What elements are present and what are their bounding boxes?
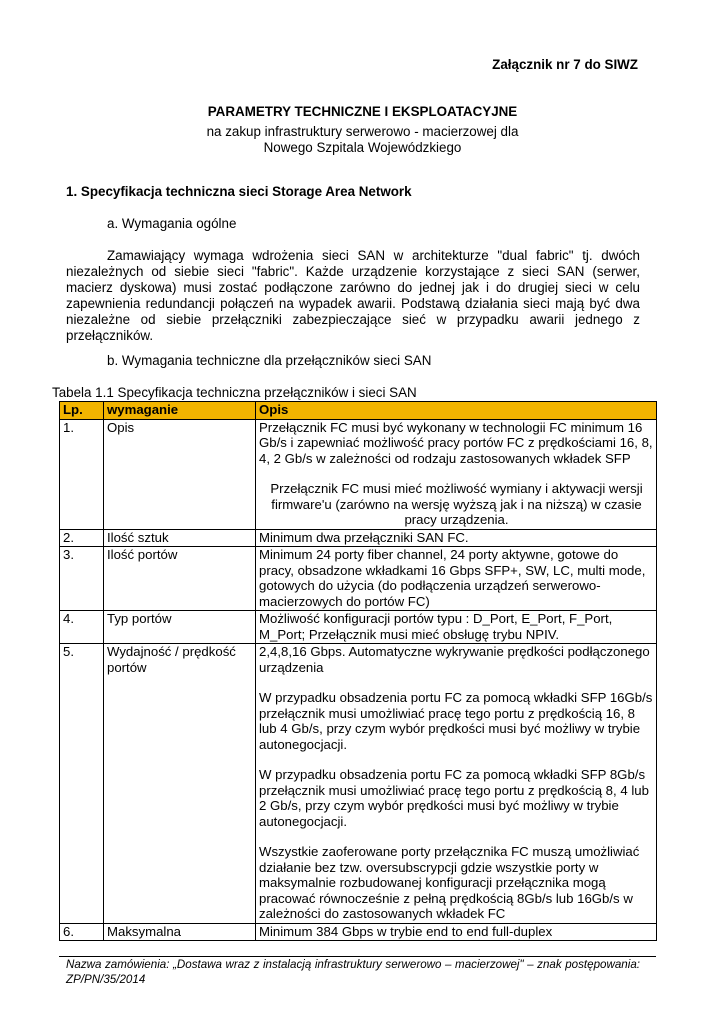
row-requirement: Wydajność / prędkość portów	[104, 644, 256, 924]
row-description	[256, 611, 657, 644]
section-heading: 1. Specyfikacja techniczna sieci Storage Area Network	[66, 184, 412, 199]
row-number: 4.	[60, 611, 104, 644]
row-number: 1.	[60, 419, 104, 529]
row-description	[256, 419, 657, 529]
row-description	[256, 923, 657, 941]
row-requirement: Typ portów	[104, 611, 256, 644]
row-number: 6.	[60, 923, 104, 941]
header-description: Opis	[256, 402, 657, 420]
row-description	[256, 529, 657, 547]
footer-divider	[59, 956, 656, 957]
row-requirement: Ilość sztuk	[104, 529, 256, 547]
description-paragraph: Minimum dwa przełączniki SAN FC.	[259, 529, 469, 545]
description-paragraph: Wszystkie zaoferowane porty przełącznika FC muszą umożliwiać działanie bez tzw. oversubscrypcji gdzie wszystkie porty w maksymalnie rozbudowanej konfiguracji przełącznika mogą pracować równocześnie z pełną prędkością 8Gb/s lub 16Gb/s w zależności do zastosowanych wkładek FC	[259, 844, 640, 921]
footer-note: Nazwa zamówienia: „Dostawa wraz z instalacją infrastruktury serwerowo – macierzowej" – znak postępowania: ZP/PN/35/2014	[66, 958, 640, 986]
row-description	[256, 547, 657, 611]
annex-label: Załącznik nr 7 do SIWZ	[492, 57, 638, 72]
description-paragraph: Możliwość konfiguracji portów typu : D_Port, E_Port, F_Port, M_Port; Przełącznik musi mieć obsługę trybu NPIV.	[259, 611, 613, 642]
table-body	[60, 419, 657, 941]
row-requirement: Maksymalna	[104, 923, 256, 941]
table-header-row	[60, 402, 657, 420]
document-subtitle-line1: na zakup infrastruktury serwerowo - macierzowej dla	[206, 124, 519, 139]
paragraph-text: Zamawiający wymaga wdrożenia sieci SAN w architekturze "dual fabric" tj. dwóch niezależnych od siebie sieci "fabric". Każde urządzenie korzystające z sieci SAN (serwer, macierz dyskowa) musi zostać podłączone zarówno do jednej jak i do drugiej sieci w celu zapewnienia redundancji połączeń na wypadek awarii. Podstawą działania sieci mają być dwa niezależne od siebie przełączniki zabezpieczające sieć w przypadku awarii jednego z przełączników.	[66, 248, 640, 344]
table-row	[60, 419, 657, 529]
subsection-a-heading: a. Wymagania ogólne	[107, 216, 237, 231]
table-row	[60, 529, 657, 547]
description-paragraph: Minimum 384 Gbps w trybie end to end full-duplex	[259, 923, 553, 939]
header-requirement: wymaganie	[104, 402, 256, 420]
table-row	[60, 547, 657, 611]
description-paragraph: W przypadku obsadzenia portu FC za pomocą wkładki SFP 8Gb/s przełącznik musi umożliwiać pracę tego portu z prędkością 8, 4 lub 2 Gb/s, przy czym wybór prędkości musi być możliwy w trybie autonegocjacji.	[259, 767, 649, 829]
row-number: 3.	[60, 547, 104, 611]
description-paragraph: 2,4,8,16 Gbps. Automatyczne wykrywanie prędkości podłączonego urządzenia	[259, 644, 650, 675]
row-requirement: Opis	[104, 419, 256, 529]
table-row	[60, 923, 657, 941]
row-number: 5.	[60, 644, 104, 924]
table-caption: Tabela 1.1 Specyfikacja techniczna przełączników i sieci SAN	[52, 385, 417, 400]
description-paragraph: Minimum 24 porty fiber channel, 24 porty aktywne, gotowe do pracy, obsadzone wkładkami 16 Gbps SFP+, SW, LC, multi mode, gotowych do użycia (do podłączenia urządzeń serwerowo-macierzowych do portów FC)	[259, 547, 646, 609]
table-row	[60, 644, 657, 924]
subsection-b-heading: b. Wymagania techniczne dla przełączników sieci SAN	[107, 353, 432, 368]
row-number: 2.	[60, 529, 104, 547]
description-paragraph: W przypadku obsadzenia portu FC za pomocą wkładki SFP 16Gb/s przełącznik musi umożliwiać pracę tego portu z prędkością 16, 8 lub 4 Gb/s, przy czym wybór prędkości musi być możliwy w trybie autonegocjacji.	[259, 690, 653, 752]
document-title: PARAMETRY TECHNICZNE I EKSPLOATACYJNE	[207, 104, 518, 119]
table-row	[60, 611, 657, 644]
general-requirements-paragraph	[66, 248, 640, 345]
row-requirement: Ilość portów	[104, 547, 256, 611]
header-lp: Lp.	[60, 402, 104, 420]
row-description	[256, 644, 657, 924]
description-paragraph: Przełącznik FC musi być wykonany w technologii FC minimum 16 Gb/s i zapewniać możliwość pracy portów FC z prędkościami 16, 8, 4, 2 Gb/s w zależności od rodzaju zastosowanych wkładek SFP	[259, 419, 653, 466]
document-subtitle-line2: Nowego Szpitala Wojewódzkiego	[263, 140, 462, 155]
spec-table	[59, 401, 657, 941]
description-paragraph: Przełącznik FC musi mieć możliwość wymiany i aktywacji wersji firmware'u (zarówno na wersję wyższą jak i na niższą) w czasie pracy urządzenia.	[270, 481, 643, 527]
